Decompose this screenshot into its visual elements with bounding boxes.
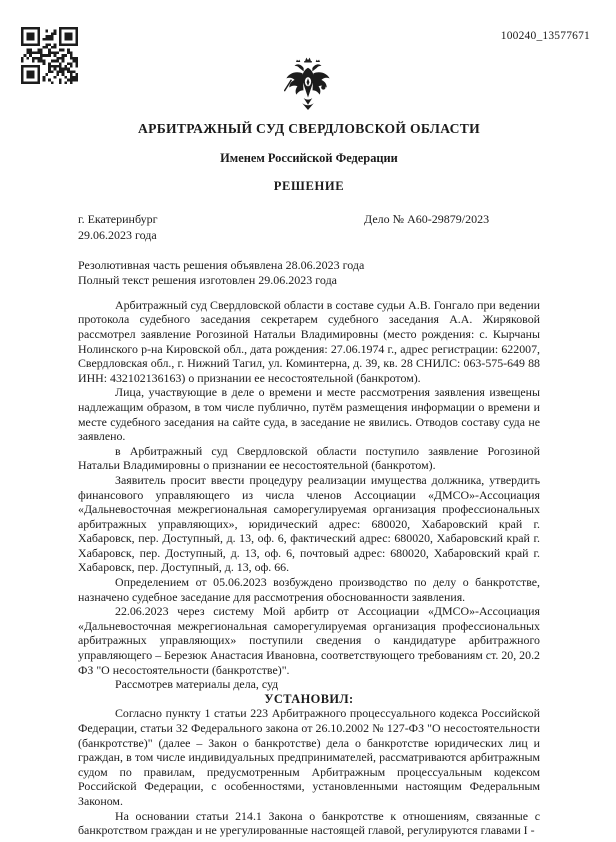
paragraph-considered: Рассмотрев материалы дела, суд xyxy=(115,677,279,692)
resolutive-part-line: Резолютивная часть решения объявлена 28.06.2023 года xyxy=(78,258,365,273)
case-number: Дело № А60-29879/2023 xyxy=(364,212,490,226)
city-line: г. Екатеринбург xyxy=(78,212,158,226)
established-heading: УСТАНОВИЛ: xyxy=(264,691,354,706)
paragraph-article-214: На основании статьи 214.1 Закона о банкротстве к отношениям, связанные с банкротством граждан и не урегулированные настоящей главой, регулируются главами I - xyxy=(78,808,540,838)
meta-row xyxy=(78,212,540,243)
full-text-line: Полный текст решения изготовлен 29.06.2023 года xyxy=(78,273,337,288)
coat-of-arms-icon xyxy=(284,56,332,116)
court-name: АРБИТРАЖНЫЙ СУД СВЕРДЛОВСКОЙ ОБЛАСТИ xyxy=(137,121,480,136)
qr-code-icon xyxy=(21,27,78,84)
paragraph-court-composition: Арбитражный суд Свердловской области в составе судьи А.В. Гонгало при ведении протокола судебного заседания секретарем судебного заседания А.А. Жиряковой рассмотрел заявление Рогозиной Натальи Владимировны (место рождения: с. Кырчаны Нолинского р-на Кировской обл., дата рождения: 27.06.1974 г., адрес регистрации: 622007, Свердловская обл., г. Нижний Тагил, ул. Коминтерна, д. 39, кв. 28 СНИЛС: 063-575-649 88 ИНН: 432102136163) о признании ее несостоятельной (банкротом). xyxy=(78,297,540,385)
paragraph-legal-basis: Согласно пункту 1 статьи 223 Арбитражного процессуального кодекса Российской Федерации, статьи 32 Федерального закона от 26.10.2002 № 127-ФЗ "О несостоятельности (банкротстве)" (далее – Закон о банкротстве) дела о банкротстве юридических лиц и граждан, в том числе индивидуальных предпринимателей, рассматриваются арбитражным судом по правилам, предусмотренным Арбитражным процессуальным кодексом Российской Федерации, с особенностями, установленными настоящим Федеральным Законом. xyxy=(78,706,540,808)
document-id: 100240_13577671 xyxy=(500,30,590,42)
paragraph-application: в Арбитражный суд Свердловской области поступило заявление Рогозиной Натальи Владимировны о признании ее несостоятельной (банкротом). xyxy=(78,443,540,473)
document-body xyxy=(78,121,540,838)
document-type-title: РЕШЕНИЕ xyxy=(273,179,345,193)
in-name-of-federation-line: Именем Российской Федерации xyxy=(220,151,398,165)
paragraph-ruling: Определением от 05.06.2023 возбуждено производство по делу о банкротстве, назначено судебное заседание для рассмотрения обоснованности заявления. xyxy=(78,575,540,604)
decision-text xyxy=(78,298,540,838)
paragraph-request: Заявитель просит ввести процедуру реализации имущества должника, утвердить финансового управляющего из числа членов Ассоциации «ДМСО»-Ассоциация «Дальневосточная межрегиональная саморегулируемая организация профессиональных арбитражных управляющих», юридический адрес: 680020, Хабаровский край г. Хабаровск, пер. Доступный, д. 13, оф. 6, фактический адрес: 680020, Хабаровский край г. Хабаровск, пер. Доступный, д. 13, оф. 6, почтовый адрес: 680020, Хабаровский край г. Хабаровск, пер. Доступный, д. 13, оф. 66. xyxy=(78,472,540,575)
date-line: 29.06.2023 года xyxy=(78,227,157,242)
paragraph-notice: Лица, участвующие в деле о времени и месте рассмотрения заявления извещены надлежащим образом, в том числе публично, путём размещения информации о времени и месте судебного заседания на сайте суда, в заседание не явились. Отводов составу суда не заявлено. xyxy=(78,385,540,444)
announcement-block xyxy=(78,258,540,289)
paragraph-candidate: 22.06.2023 через систему Мой арбитр от Ассоциации «ДМСО»-Ассоциация «Дальневосточная межрегиональная саморегулируемая организация профессиональных арбитражных управляющих» поступили сведения о кандидатуре арбитражного управляющего – Березюк Анастасия Ивановна, соответствующего требованиям ст. 20, 20.2 ФЗ "О несостоятельности (банкротстве)". xyxy=(78,604,540,677)
